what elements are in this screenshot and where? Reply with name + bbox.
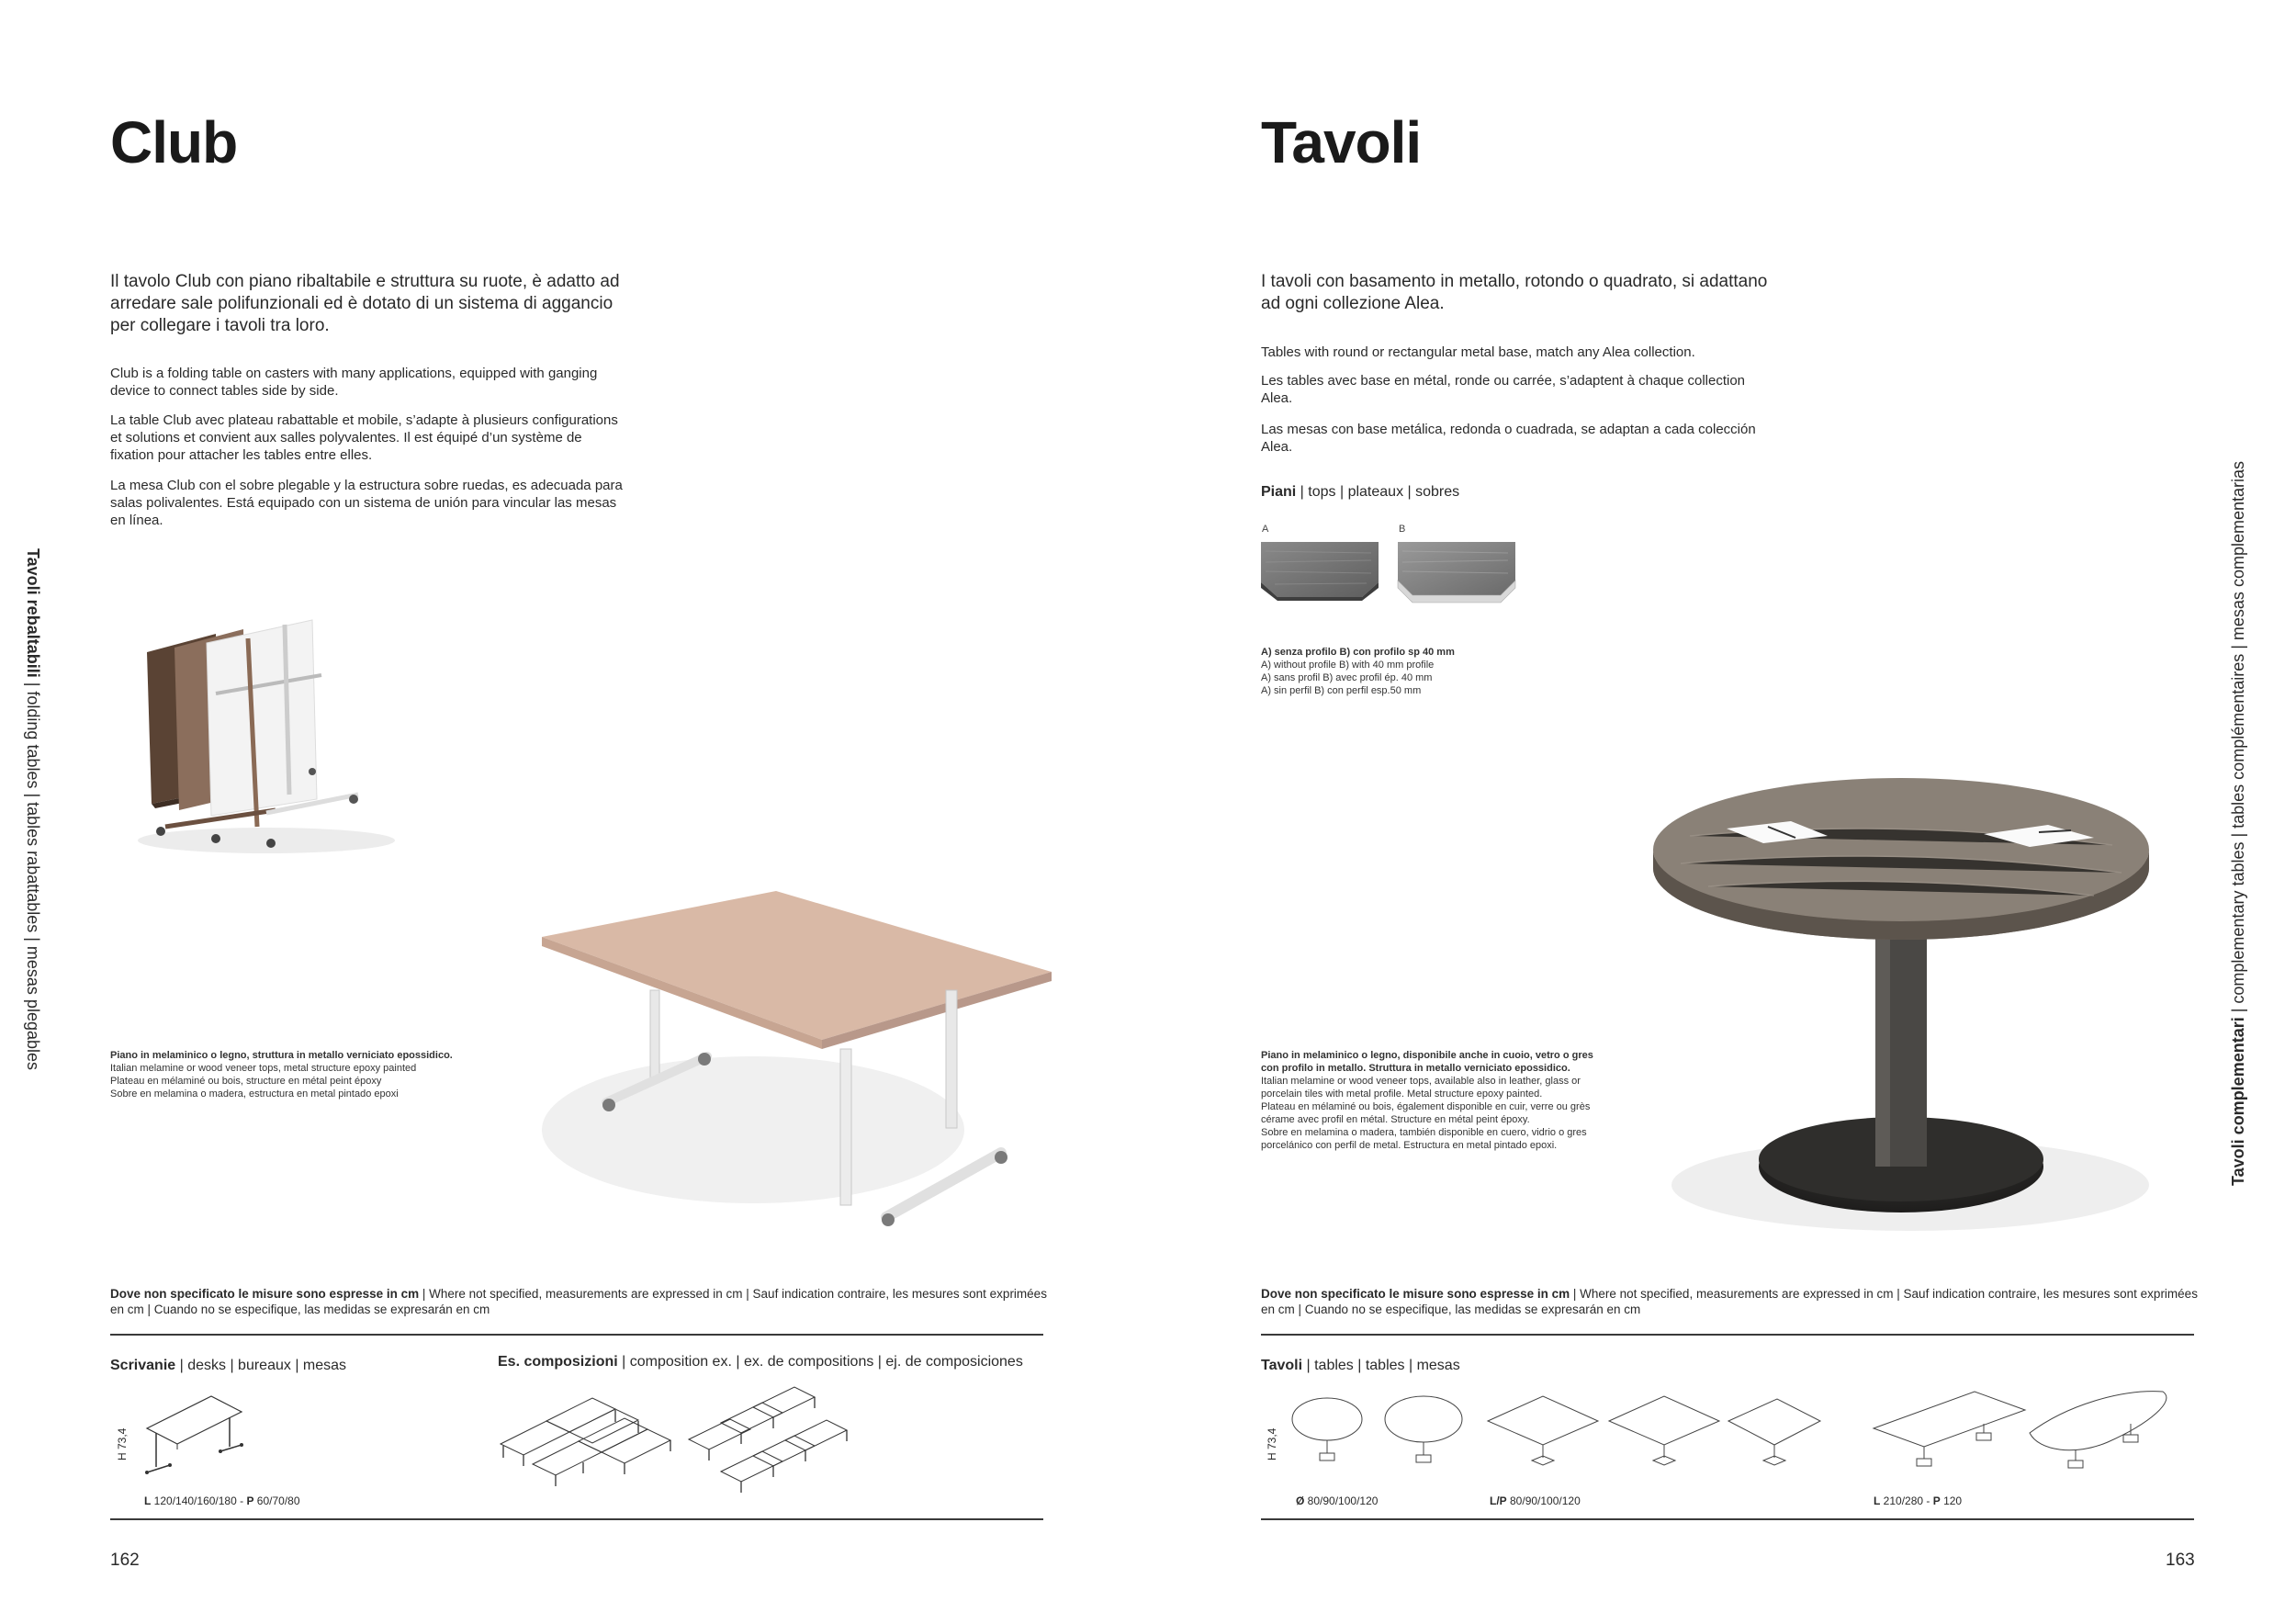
composition-drawing-1 bbox=[496, 1389, 680, 1499]
tops-heading-rest: | tops | plateaux | sobres bbox=[1296, 484, 1460, 500]
caption-left-es: Sobre en melamina o madera, estructura en metal pintado epoxi bbox=[110, 1088, 399, 1100]
profile-caption-en: A) without profile B) with 40 mm profile bbox=[1261, 660, 1435, 671]
side-label-right bbox=[2229, 461, 2248, 1186]
side-label-left bbox=[23, 548, 42, 1070]
side-label-right-bold: Tavoli complementari bbox=[2229, 1017, 2247, 1186]
intro-it-right: I tavoli con basamento in metallo, rotondo o quadrato, si adattano ad ogni collezione Alea. bbox=[1261, 272, 1768, 313]
swatch-b-with-profile bbox=[1398, 540, 1517, 604]
compositions-heading bbox=[498, 1354, 1023, 1370]
intro-fr-right: Les tables avec base en métal, ronde ou carrée, s’adaptent à chaque collection Alea. bbox=[1261, 373, 1746, 406]
swatch-b-label: B bbox=[1399, 524, 1406, 535]
tables-heading-rest: | tables | tables | mesas bbox=[1302, 1358, 1460, 1373]
page-title-right: Tavoli bbox=[1261, 109, 1422, 175]
desks-heading-bold: Scrivanie bbox=[110, 1358, 176, 1373]
intro-en-right: Tables with round or rectangular metal base, match any Alea collection. bbox=[1261, 344, 1695, 360]
measure-note-left bbox=[110, 1286, 1047, 1317]
rect-dimensions bbox=[1874, 1494, 1962, 1507]
round-dim-label: Ø bbox=[1296, 1494, 1305, 1507]
square-dim-label: L/P bbox=[1490, 1494, 1507, 1507]
desks-heading bbox=[110, 1358, 346, 1374]
desk-drawing bbox=[142, 1392, 243, 1483]
round-dimensions bbox=[1296, 1494, 1378, 1507]
profile-caption-es: A) sin perfil B) con perfil esp.50 mm bbox=[1261, 685, 1422, 696]
folded-club-tables-image bbox=[129, 606, 367, 854]
profile-caption-bold: A) senza profilo B) con profilo sp 40 mm bbox=[1261, 647, 1455, 658]
measure-note-right bbox=[1261, 1286, 2198, 1317]
page-number-left: 162 bbox=[110, 1551, 140, 1570]
intro-es-left: La mesa Club con el sobre plegable y la estructura sobre ruedas, es adecuada para salas polivalentes. Está equipado con un sistema de unión para vincular las mesas en línea. bbox=[110, 478, 623, 528]
caption-left bbox=[110, 1049, 468, 1100]
tops-heading-bold: Piani bbox=[1261, 484, 1297, 500]
rect-dim-p-label: P bbox=[1932, 1494, 1941, 1507]
side-label-right-rest: | complementary tables | tables complémentaires | mesas complementarias bbox=[2229, 461, 2247, 1018]
swatch-a-label: A bbox=[1262, 524, 1269, 535]
divider-bottom-left bbox=[110, 1518, 1043, 1520]
caption-right-bold: Piano in melaminico o legno, disponibile anche in cuoio, vetro o gres con profilo in metallo. Struttura in metallo verniciato epossidico. bbox=[1261, 1050, 1593, 1074]
round-dim-value: 80/90/100/120 bbox=[1304, 1494, 1379, 1507]
caption-right-en: Italian melamine or wood veneer tops, available also in leather, glass or porcelain tiles with metal profile. Metal structure epoxy painted. bbox=[1261, 1076, 1581, 1100]
club-table-image bbox=[514, 882, 1065, 1249]
profile-caption-fr: A) sans profil B) avec profil ép. 40 mm bbox=[1261, 672, 1433, 683]
side-label-left-rest: | folding tables | tables rabattables | mesas plegables bbox=[24, 677, 42, 1070]
intro-en-left: Club is a folding table on casters with many applications, equipped with ganging device to connect tables side by side. bbox=[110, 366, 598, 399]
profile-caption bbox=[1261, 646, 1564, 697]
rect-dim-p-value: 120 bbox=[1940, 1494, 1963, 1507]
square-dim-value: 80/90/100/120 bbox=[1506, 1494, 1581, 1507]
height-label-left: H 73,4 bbox=[116, 1427, 129, 1460]
compositions-heading-rest: | composition ex. | ex. de compositions | ej. de composiciones bbox=[617, 1354, 1023, 1370]
caption-right bbox=[1261, 1049, 1601, 1152]
caption-right-fr: Plateau en mélaminé ou bois, également disponible en cuir, verre ou grès cérame avec profil en métal. Structure en métal peint époxy. bbox=[1261, 1101, 1591, 1125]
desk-dim-l-value: 120/140/160/180 - bbox=[151, 1494, 247, 1507]
composition-drawing-2 bbox=[684, 1389, 850, 1499]
round-tables-drawing bbox=[1290, 1396, 1474, 1479]
divider-top-right bbox=[1261, 1334, 2194, 1336]
divider-bottom-right bbox=[1261, 1518, 2194, 1520]
square-tables-drawing bbox=[1488, 1392, 1818, 1483]
side-label-left-bold: Tavoli rebaltabili bbox=[24, 548, 42, 678]
desk-dim-l-label: L bbox=[144, 1494, 152, 1507]
rectangular-tables-drawing bbox=[1874, 1378, 2177, 1488]
round-table-image bbox=[1635, 799, 2149, 1240]
swatch-a-no-profile bbox=[1261, 540, 1380, 601]
measure-note-right-rest: | Where not specified, measurements are expressed in cm | Sauf indication contraire, les mesures sont exprimées en cm | Cuando no se especifique, las medidas se expresarán en cm bbox=[1261, 1287, 2198, 1316]
tops-heading bbox=[1261, 484, 1459, 501]
intro-es-right: Las mesas con base metálica, redonda o cuadrada, se adaptan a cada colección Alea. bbox=[1261, 422, 1756, 455]
compositions-heading-bold: Es. composizioni bbox=[498, 1354, 618, 1370]
measure-note-left-rest: | Where not specified, measurements are expressed in cm | Sauf indication contraire, les mesures sont exprimées en cm | Cuando no se especifique, las medidas se expresarán en cm bbox=[110, 1287, 1047, 1316]
desk-dim-p-value: 60/70/80 bbox=[253, 1494, 300, 1507]
intro-fr-left: La table Club avec plateau rabattable et mobile, s’adapte à plusieurs configurations et solutions et convient aux salles polyvalentes. Il est équipé d’un système de fixation pour attacher les tables entre elles. bbox=[110, 412, 618, 463]
desk-dim-p-label: P bbox=[246, 1494, 254, 1507]
page-number-right: 163 bbox=[2166, 1551, 2195, 1570]
page-title-left: Club bbox=[110, 109, 238, 175]
caption-left-en: Italian melamine or wood veneer tops, metal structure epoxy painted bbox=[110, 1063, 417, 1074]
caption-left-fr: Plateau en mélaminé ou bois, structure en métal peint époxy bbox=[110, 1076, 382, 1087]
rect-dim-l-value: 210/280 - bbox=[1880, 1494, 1933, 1507]
caption-left-bold: Piano in melaminico o legno, struttura in metallo verniciato epossidico. bbox=[110, 1050, 453, 1061]
intro-it-left: Il tavolo Club con piano ribaltabile e struttura su ruote, è adatto ad arredare sale polifunzionali ed è dotato di un sistema di aggancio per collegare i tavoli tra loro. bbox=[110, 272, 620, 335]
desks-heading-rest: | desks | bureaux | mesas bbox=[175, 1358, 347, 1373]
caption-right-es: Sobre en melamina o madera, también disponible en cuero, vidrio o gres porcelánico con perfil de metal. Estructura en metal pintado epoxi. bbox=[1261, 1127, 1587, 1151]
rect-dim-l-label: L bbox=[1874, 1494, 1881, 1507]
height-label-right: H 73,4 bbox=[1266, 1427, 1278, 1460]
divider-top-left bbox=[110, 1334, 1043, 1336]
measure-note-right-bold: Dove non specificato le misure sono espresse in cm bbox=[1261, 1287, 1570, 1301]
desk-dimensions bbox=[144, 1494, 300, 1507]
tables-heading bbox=[1261, 1358, 1460, 1374]
square-dimensions bbox=[1490, 1494, 1581, 1507]
measure-note-left-bold: Dove non specificato le misure sono espresse in cm bbox=[110, 1287, 420, 1301]
tables-heading-bold: Tavoli bbox=[1261, 1358, 1303, 1373]
